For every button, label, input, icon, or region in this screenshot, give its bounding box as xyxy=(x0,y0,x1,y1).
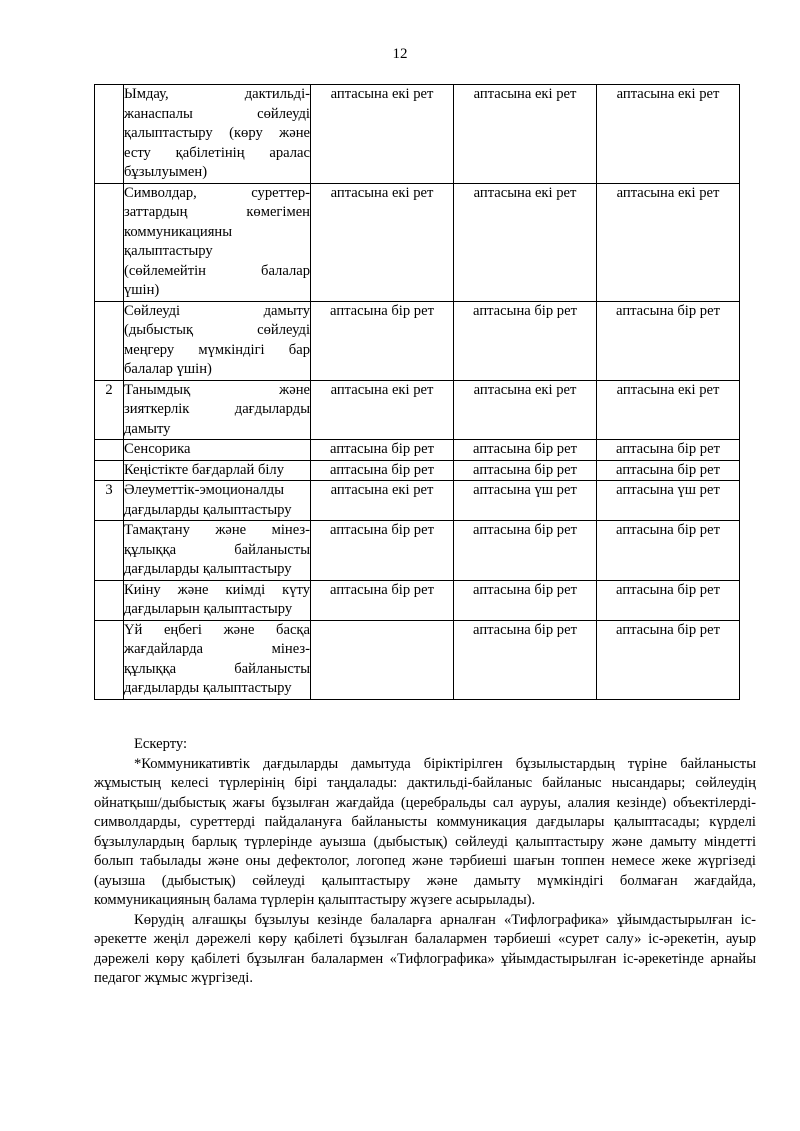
activity-description xyxy=(124,620,311,699)
row-number: 3 xyxy=(95,481,124,521)
table-row xyxy=(95,380,740,440)
frequency-cell-1: аптасына бір рет xyxy=(311,580,454,620)
notes-heading: Ескерту: xyxy=(134,736,188,752)
notes-section xyxy=(94,735,756,989)
row-number: 2 xyxy=(95,380,124,440)
notes-paragraph-2: Көрудің алғашқы бұзылуы кезінде балаларға арналған «Тифлографика» ұйымдастырылған іс-әрекетте жеңіл дәрежелі көру қабілеті бұзылған балалармен тәрбиеші «сурет салу» іс-әрекетін, ауыр дәрежелі көру қабілеті бұзылған балалармен «Тифлографика» ұйымдастырылған іс-әрекетінде арнайы педагог жұмыс жүргізеді. xyxy=(94,911,756,986)
frequency-cell-3: аптасына бір рет xyxy=(597,301,740,380)
frequency-cell-2: аптасына бір рет xyxy=(454,301,597,380)
frequency-cell-2: аптасына үш рет xyxy=(454,481,597,521)
description-line: Сөйлеуді дамыту xyxy=(124,302,310,319)
notes-paragraph-1: *Коммуникативтік дағдыларды дамытуда біріктірілген бұзылыстардың түріне байланысты жұмыстың келесі түрлерінің бірі таңдалады: дактильді-байланыс байланыс нысандары; сөйлеудің ойнатқыш/дыбыстық жағы бұзылған жағдайда (церебральды сал ауруы, алалия кезінде) объектілерді-символдарды, суреттерді пайдалануға байланысты коммуникация дағдылары қалыптасады; күрделі бұзылулардың барлық түрлерінде ауызша (дыбыстық) сөйлеуді қалыптастыру және дамыту міндетті болып табылады және оны дефектолог, логопед және тәрбиеші шағын топпен немесе жеке жүргізеді (ауызша (дыбыстық) сөйлеуді қалыптастыру және дамыту мүмкіндігі болмаған жағдайда, коммуникацияның балама түрлерін қалыптастыру жүзеге асырылады). xyxy=(94,755,756,908)
description-line: Ымдау, дактильді- xyxy=(124,86,310,102)
frequency-cell-2: аптасына екі рет xyxy=(454,380,597,440)
description-line: дағдыларды қалыптастыру xyxy=(124,561,292,577)
description-line: Әлеуметтік-эмоционалды xyxy=(124,482,285,498)
description-line: дағдыларды қалыптастыру xyxy=(124,501,292,518)
frequency-cell-1: аптасына бір рет xyxy=(311,460,454,481)
description-line: дамыту xyxy=(124,420,171,437)
frequency-cell-3: аптасына үш рет xyxy=(597,481,740,521)
frequency-cell-1: аптасына бір рет xyxy=(311,440,454,461)
row-number xyxy=(95,521,124,581)
frequency-cell-1: аптасына екі рет xyxy=(311,183,454,301)
description-line: құлыққа байланысты xyxy=(124,660,310,677)
activity-description xyxy=(124,183,311,301)
frequency-cell-3: аптасына екі рет xyxy=(597,183,740,301)
table-row xyxy=(95,301,740,380)
row-number xyxy=(95,85,124,184)
activity-description xyxy=(124,460,311,481)
table-row xyxy=(95,85,740,184)
frequency-cell-3: аптасына екі рет xyxy=(597,85,740,184)
activity-description xyxy=(124,481,311,521)
frequency-cell-2: аптасына бір рет xyxy=(454,521,597,581)
activity-description xyxy=(124,440,311,461)
schedule-table xyxy=(94,84,740,700)
frequency-cell-3: аптасына бір рет xyxy=(597,521,740,581)
description-line: дағдыларын қалыптастыру xyxy=(124,601,293,617)
frequency-cell-3: аптасына бір рет xyxy=(597,580,740,620)
frequency-cell-2: аптасына бір рет xyxy=(454,580,597,620)
frequency-cell-3: аптасына бір рет xyxy=(597,460,740,481)
frequency-cell-3: аптасына бір рет xyxy=(597,440,740,461)
row-number xyxy=(95,440,124,461)
activity-description xyxy=(124,85,311,184)
frequency-cell-1: аптасына бір рет xyxy=(311,301,454,380)
frequency-cell-3: аптасына екі рет xyxy=(597,380,740,440)
description-line: Символдар, суреттер- xyxy=(124,184,310,201)
frequency-cell-1: аптасына екі рет xyxy=(311,481,454,521)
frequency-cell-1: аптасына бір рет xyxy=(311,521,454,581)
description-line: Сенсорика xyxy=(124,441,191,457)
description-line: есту қабілетінің аралас xyxy=(124,144,310,161)
description-line: (сөйлемейтін балалар xyxy=(124,262,310,279)
schedule-table-body xyxy=(95,85,740,700)
description-line: дағдыларды қалыптастыру xyxy=(124,680,292,696)
frequency-cell-2: аптасына екі рет xyxy=(454,183,597,301)
description-line: жағдайларда мінез- xyxy=(124,641,310,657)
frequency-cell-3: аптасына бір рет xyxy=(597,620,740,699)
description-line: қалыптастыру (көру және xyxy=(124,125,310,141)
table-row xyxy=(95,460,740,481)
row-number xyxy=(95,620,124,699)
description-line: құлыққа байланысты xyxy=(124,541,310,558)
description-line: жанаспалы сөйлеуді xyxy=(124,105,310,122)
table-row xyxy=(95,481,740,521)
activity-description xyxy=(124,521,311,581)
frequency-cell-1: аптасына екі рет xyxy=(311,85,454,184)
description-line: бұзылуымен) xyxy=(124,164,208,180)
description-line: (дыбыстық сөйлеуді xyxy=(124,322,310,338)
frequency-cell-2: аптасына бір рет xyxy=(454,620,597,699)
frequency-cell-2: аптасына бір рет xyxy=(454,440,597,461)
table-row xyxy=(95,440,740,461)
description-line: Үй еңбегі және басқа xyxy=(124,621,310,638)
table-row xyxy=(95,620,740,699)
description-line: коммуникацияны xyxy=(124,223,233,240)
description-line: үшін) xyxy=(124,282,160,298)
frequency-cell-1 xyxy=(311,620,454,699)
description-line: меңгеру мүмкіндігі бар xyxy=(124,341,310,358)
description-line: Тамақтану және мінез- xyxy=(124,522,310,538)
description-line: балалар үшін) xyxy=(124,361,212,377)
description-line: қалыптастыру xyxy=(124,243,213,259)
frequency-cell-1: аптасына екі рет xyxy=(311,380,454,440)
row-number xyxy=(95,460,124,481)
table-row xyxy=(95,521,740,581)
frequency-cell-2: аптасына екі рет xyxy=(454,85,597,184)
activity-description xyxy=(124,380,311,440)
table-row xyxy=(95,580,740,620)
row-number xyxy=(95,580,124,620)
row-number xyxy=(95,301,124,380)
page-number: 12 xyxy=(392,46,408,62)
description-line: Танымдық және xyxy=(124,381,310,398)
row-number xyxy=(95,183,124,301)
activity-description xyxy=(124,301,311,380)
description-line: зияткерлік дағдыларды xyxy=(124,401,310,417)
description-line: заттардың көмегімен xyxy=(124,204,310,220)
description-line: Киіну және киімді күту xyxy=(124,581,310,598)
description-line: Кеңістікте бағдарлай білу xyxy=(124,461,285,478)
table-row xyxy=(95,183,740,301)
activity-description xyxy=(124,580,311,620)
frequency-cell-2: аптасына бір рет xyxy=(454,460,597,481)
